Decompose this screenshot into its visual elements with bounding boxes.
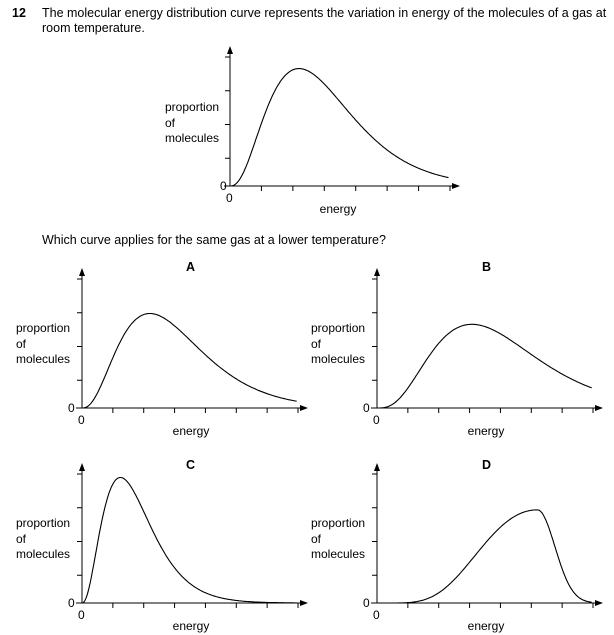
y-axis-arrow — [79, 268, 85, 276]
origin-x-label: 0 — [78, 608, 85, 622]
distribution-curve — [82, 314, 297, 409]
x-axis-arrow — [595, 405, 603, 411]
x-label: energy — [467, 619, 505, 633]
y-label-line3: molecules — [165, 131, 220, 145]
y-axis-arrow — [227, 46, 233, 54]
y-label-line2: of — [311, 337, 322, 351]
origin-y-label: 0 — [220, 179, 227, 193]
question-number: 12 — [12, 6, 26, 20]
y-label-line2: of — [16, 532, 27, 546]
y-label-line1: proportion — [311, 516, 366, 530]
option-b-label: B — [482, 260, 492, 274]
x-axis-arrow — [452, 183, 460, 189]
y-label-line2: of — [165, 116, 176, 130]
origin-x-label: 0 — [373, 608, 380, 622]
graph-a — [16, 268, 308, 438]
origin-x-label: 0 — [78, 413, 85, 427]
y-label-line1: proportion — [16, 516, 71, 530]
question-text: The molecular energy distribution curve represents the variation in energy of the molecules of a gas at room temperature. — [42, 6, 607, 35]
option-c-label: C — [186, 458, 196, 472]
distribution-curve — [377, 510, 592, 603]
graph-d — [311, 463, 603, 633]
y-label-line3: molecules — [311, 352, 366, 366]
y-label-line2: of — [16, 337, 27, 351]
x-axis-arrow — [595, 600, 603, 606]
distribution-curve — [230, 69, 449, 186]
origin-x-label: 0 — [373, 413, 380, 427]
distribution-curve — [82, 478, 297, 604]
x-label: energy — [172, 619, 210, 633]
y-axis-arrow — [374, 268, 380, 276]
origin-y-label: 0 — [68, 596, 75, 610]
question-prompt: Which curve applies for the same gas at a lower temperature? — [42, 233, 386, 247]
y-label-line3: molecules — [16, 547, 71, 561]
y-label-line2: of — [311, 532, 322, 546]
graph-ref — [165, 46, 460, 216]
graph-b — [311, 268, 603, 438]
y-axis-arrow — [79, 463, 85, 471]
x-axis-arrow — [300, 405, 308, 411]
x-label: energy — [467, 424, 505, 438]
option-a-label: A — [186, 260, 196, 274]
origin-y-label: 0 — [363, 401, 370, 415]
y-label-line3: molecules — [16, 352, 71, 366]
y-label-line1: proportion — [311, 321, 366, 335]
origin-y-label: 0 — [363, 596, 370, 610]
origin-x-label: 0 — [226, 191, 233, 205]
origin-y-label: 0 — [68, 401, 75, 415]
y-label-line1: proportion — [16, 321, 71, 335]
x-axis-arrow — [300, 600, 308, 606]
y-label-line3: molecules — [311, 547, 366, 561]
graph-c — [16, 463, 308, 633]
option-d-label: D — [482, 458, 492, 472]
x-label: energy — [172, 424, 210, 438]
y-axis-arrow — [374, 463, 380, 471]
x-label: energy — [319, 202, 357, 216]
distribution-curve — [377, 324, 592, 408]
y-label-line1: proportion — [165, 100, 220, 114]
